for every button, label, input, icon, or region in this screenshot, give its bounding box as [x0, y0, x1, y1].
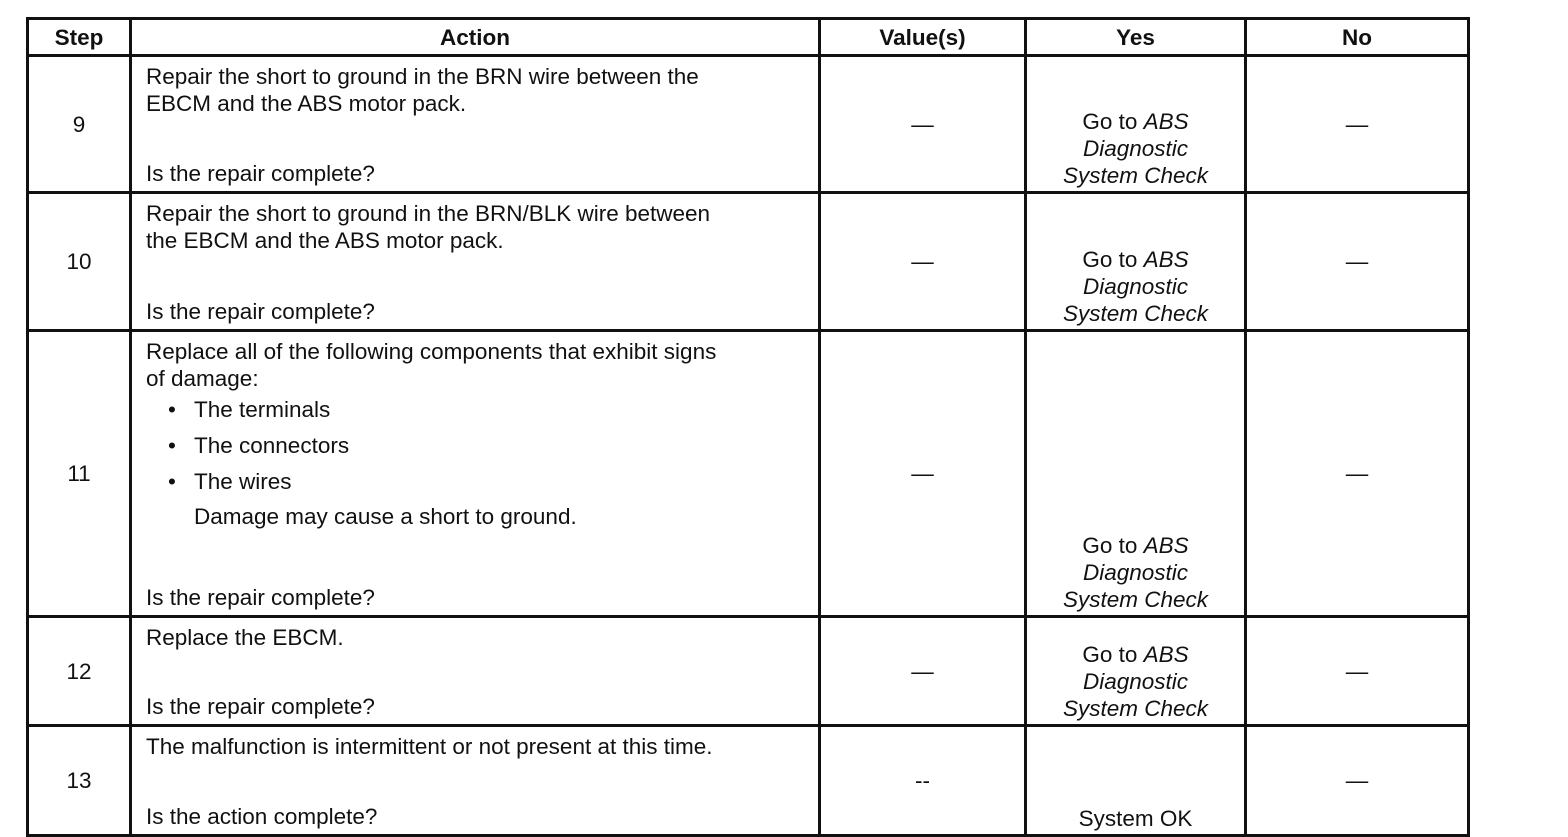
diagnostic-table — [26, 17, 1470, 837]
action-text: Replace all of the following components that exhibit signs — [146, 339, 717, 364]
action-text: of damage: — [146, 366, 259, 391]
value-cell: -- — [820, 726, 1026, 836]
action-text: the EBCM and the ABS motor pack. — [146, 228, 504, 253]
value-cell: — — [820, 331, 1026, 617]
header-yes: Yes — [1026, 19, 1246, 56]
action-cell — [131, 726, 820, 836]
action-question: Is the repair complete? — [146, 299, 375, 324]
no-cell: — — [1246, 726, 1469, 836]
no-cell: — — [1246, 193, 1469, 331]
action-text: Repair the short to ground in the BRN wire between the — [146, 64, 699, 89]
yes-link[interactable]: System Check — [1062, 587, 1209, 612]
action-question: Is the repair complete? — [146, 161, 375, 186]
table-row — [28, 56, 1469, 193]
yes-link[interactable]: ABS — [1143, 642, 1189, 667]
yes-link[interactable]: System Check — [1062, 301, 1209, 326]
yes-link[interactable]: System Check — [1062, 163, 1209, 188]
step-number: 13 — [28, 726, 131, 836]
step-number: 10 — [28, 193, 131, 331]
list-item: • The terminals — [168, 396, 808, 423]
yes-cell — [1026, 56, 1246, 193]
yes-cell — [1026, 193, 1246, 331]
action-cell — [131, 56, 820, 193]
no-cell: — — [1246, 331, 1469, 617]
bullet-list — [146, 396, 808, 495]
no-cell: — — [1246, 617, 1469, 726]
list-item: • The wires — [168, 468, 808, 495]
yes-link[interactable]: Diagnostic — [1082, 560, 1189, 585]
action-text: Repair the short to ground in the BRN/BLK wire between — [146, 201, 711, 226]
yes-link[interactable]: Diagnostic — [1082, 669, 1189, 694]
yes-cell — [1026, 726, 1246, 836]
header-action: Action — [131, 19, 820, 56]
table-row — [28, 726, 1469, 836]
action-question: Is the action complete? — [146, 804, 378, 829]
header-row — [28, 19, 1469, 56]
no-cell: — — [1246, 56, 1469, 193]
yes-prefix: Go to — [1082, 642, 1138, 667]
action-note: Damage may cause a short to ground. — [194, 504, 577, 529]
yes-link[interactable]: System Check — [1062, 696, 1209, 721]
yes-cell — [1026, 617, 1246, 726]
step-number: 11 — [28, 331, 131, 617]
table-row — [28, 193, 1469, 331]
value-cell: — — [820, 193, 1026, 331]
yes-prefix: Go to — [1082, 533, 1138, 558]
step-number: 9 — [28, 56, 131, 193]
step-number: 12 — [28, 617, 131, 726]
action-cell — [131, 331, 820, 617]
action-question: Is the repair complete? — [146, 585, 375, 610]
header-values: Value(s) — [820, 19, 1026, 56]
yes-link[interactable]: ABS — [1143, 109, 1189, 134]
yes-text: System OK — [1078, 806, 1193, 831]
yes-cell — [1026, 331, 1246, 617]
action-text: Replace the EBCM. — [146, 625, 344, 650]
yes-prefix: Go to — [1082, 109, 1138, 134]
yes-prefix: Go to — [1082, 247, 1138, 272]
action-cell — [131, 193, 820, 331]
header-no: No — [1246, 19, 1469, 56]
value-cell: — — [820, 617, 1026, 726]
yes-link[interactable]: Diagnostic — [1082, 136, 1189, 161]
action-cell — [131, 617, 820, 726]
action-text: EBCM and the ABS motor pack. — [146, 91, 467, 116]
list-item: • The connectors — [168, 432, 808, 459]
value-cell: — — [820, 56, 1026, 193]
action-question: Is the repair complete? — [146, 694, 375, 719]
yes-link[interactable]: ABS — [1143, 247, 1189, 272]
header-step: Step — [28, 19, 131, 56]
action-text: The malfunction is intermittent or not present at this time. — [146, 734, 713, 759]
table-row — [28, 617, 1469, 726]
table-row — [28, 331, 1469, 617]
yes-link[interactable]: ABS — [1143, 533, 1189, 558]
yes-link[interactable]: Diagnostic — [1082, 274, 1189, 299]
